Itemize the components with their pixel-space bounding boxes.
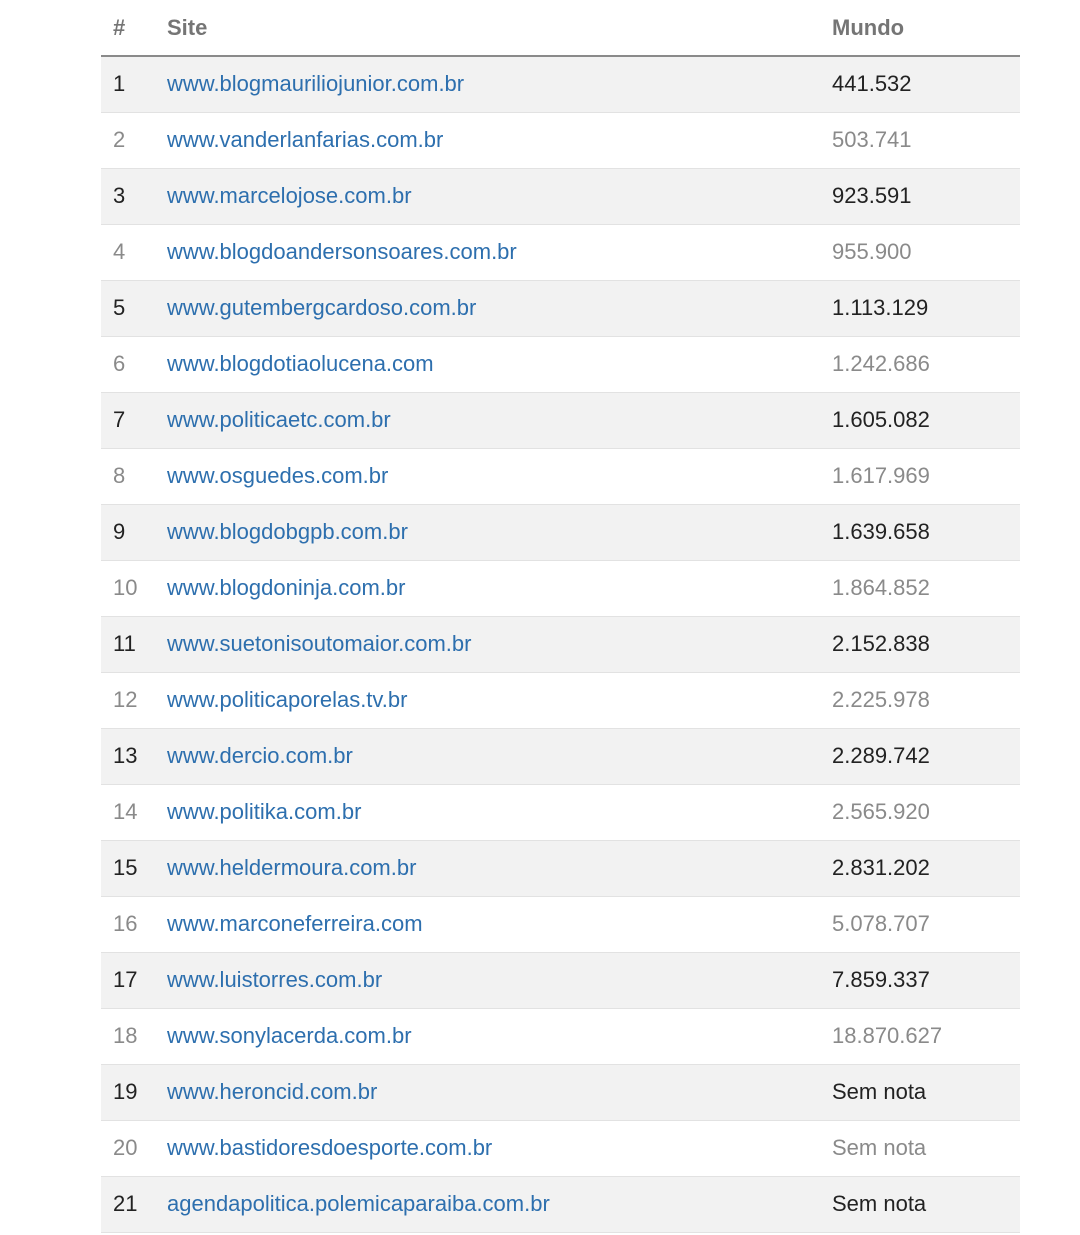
row-world-rank: 2.225.978 <box>832 672 1020 728</box>
table-row <box>101 280 1020 336</box>
row-site-cell <box>167 616 832 672</box>
site-link[interactable]: www.osguedes.com.br <box>167 463 389 488</box>
table-row <box>101 1176 1020 1232</box>
row-rank: 18 <box>101 1008 167 1064</box>
site-link[interactable]: www.dercio.com.br <box>167 743 353 768</box>
site-link[interactable]: www.blogdotiaolucena.com <box>167 351 434 376</box>
row-rank: 13 <box>101 728 167 784</box>
site-link[interactable]: www.politika.com.br <box>167 799 362 824</box>
row-rank: 4 <box>101 224 167 280</box>
table-row <box>101 504 1020 560</box>
table-row <box>101 672 1020 728</box>
row-rank: 10 <box>101 560 167 616</box>
row-rank: 21 <box>101 1176 167 1232</box>
row-world-rank: 2.831.202 <box>832 840 1020 896</box>
table-row <box>101 560 1020 616</box>
row-rank: 6 <box>101 336 167 392</box>
row-site-cell <box>167 392 832 448</box>
site-link[interactable]: www.heroncid.com.br <box>167 1079 378 1104</box>
header-site: Site <box>167 0 832 56</box>
row-world-rank: 1.864.852 <box>832 560 1020 616</box>
row-world-rank: 2.152.838 <box>832 616 1020 672</box>
table-row <box>101 56 1020 112</box>
row-rank: 3 <box>101 168 167 224</box>
row-site-cell <box>167 672 832 728</box>
row-world-rank: 955.900 <box>832 224 1020 280</box>
site-link[interactable]: www.marcelojose.com.br <box>167 183 412 208</box>
row-world-rank: 441.532 <box>832 56 1020 112</box>
row-site-cell <box>167 728 832 784</box>
row-rank: 1 <box>101 56 167 112</box>
table-row <box>101 224 1020 280</box>
site-link[interactable]: www.blogmauriliojunior.com.br <box>167 71 465 97</box>
row-site-cell <box>167 1120 832 1176</box>
row-site-cell <box>167 280 832 336</box>
row-site-cell <box>167 336 832 392</box>
row-site-cell <box>167 448 832 504</box>
row-rank: 9 <box>101 504 167 560</box>
header-row <box>101 0 1020 56</box>
table-row <box>101 728 1020 784</box>
site-link[interactable]: www.blogdobgpb.com.br <box>167 519 408 544</box>
site-link[interactable]: www.politicaporelas.tv.br <box>167 687 408 712</box>
row-rank: 11 <box>101 616 167 672</box>
row-site-cell <box>167 952 832 1008</box>
site-link[interactable]: www.bastidoresdoesporte.com.br <box>167 1135 493 1160</box>
row-site-cell <box>167 1064 832 1120</box>
row-rank: 14 <box>101 784 167 840</box>
site-link[interactable]: www.gutembergcardoso.com.br <box>167 295 477 320</box>
row-site-cell <box>167 560 832 616</box>
table-row <box>101 840 1020 896</box>
row-rank: 5 <box>101 280 167 336</box>
row-site-cell <box>167 56 832 112</box>
row-rank: 20 <box>101 1120 167 1176</box>
row-rank: 2 <box>101 112 167 168</box>
row-world-rank: 503.741 <box>832 112 1020 168</box>
site-link[interactable]: www.heldermoura.com.br <box>167 855 417 880</box>
row-world-rank: 923.591 <box>832 168 1020 224</box>
ranking-table <box>101 0 1020 1233</box>
table-row <box>101 952 1020 1008</box>
site-link[interactable]: www.blogdoninja.com.br <box>167 575 406 600</box>
site-link[interactable]: www.sonylacerda.com.br <box>167 1023 412 1048</box>
row-rank: 15 <box>101 840 167 896</box>
table-row <box>101 336 1020 392</box>
row-rank: 19 <box>101 1064 167 1120</box>
row-rank: 8 <box>101 448 167 504</box>
table-row <box>101 1120 1020 1176</box>
row-world-rank: Sem nota <box>832 1120 1020 1176</box>
row-world-rank: 7.859.337 <box>832 952 1020 1008</box>
header-world: Mundo <box>832 0 1020 56</box>
row-world-rank: 1.242.686 <box>832 336 1020 392</box>
row-rank: 12 <box>101 672 167 728</box>
table-header <box>101 0 1020 56</box>
row-site-cell <box>167 1176 832 1232</box>
row-world-rank: 2.289.742 <box>832 728 1020 784</box>
row-world-rank: Sem nota <box>832 1176 1020 1232</box>
site-link[interactable]: www.marconeferreira.com <box>167 911 423 936</box>
row-world-rank: 1.605.082 <box>832 392 1020 448</box>
row-site-cell <box>167 504 832 560</box>
row-site-cell <box>167 840 832 896</box>
row-world-rank: 1.639.658 <box>832 504 1020 560</box>
table-row <box>101 448 1020 504</box>
site-link[interactable]: www.blogdoandersonsoares.com.br <box>167 239 517 264</box>
row-rank: 16 <box>101 896 167 952</box>
row-world-rank: 5.078.707 <box>832 896 1020 952</box>
table-row <box>101 112 1020 168</box>
site-link[interactable]: www.vanderlanfarias.com.br <box>167 127 444 152</box>
site-link[interactable]: agendapolitica.polemicaparaiba.com.br <box>167 1191 550 1216</box>
table-row <box>101 1008 1020 1064</box>
table-row <box>101 392 1020 448</box>
header-rank: # <box>101 0 167 56</box>
table-row <box>101 168 1020 224</box>
row-world-rank: 1.113.129 <box>832 280 1020 336</box>
row-world-rank: 2.565.920 <box>832 784 1020 840</box>
table-row <box>101 784 1020 840</box>
site-link[interactable]: www.luistorres.com.br <box>167 967 383 992</box>
row-world-rank: 18.870.627 <box>832 1008 1020 1064</box>
row-site-cell <box>167 112 832 168</box>
table-row <box>101 896 1020 952</box>
table-row <box>101 616 1020 672</box>
table-body <box>101 56 1020 1232</box>
row-world-rank: 1.617.969 <box>832 448 1020 504</box>
row-rank: 17 <box>101 952 167 1008</box>
row-site-cell <box>167 168 832 224</box>
site-link[interactable]: www.politicaetc.com.br <box>167 407 391 432</box>
row-world-rank: Sem nota <box>832 1064 1020 1120</box>
row-site-cell <box>167 1008 832 1064</box>
row-site-cell <box>167 784 832 840</box>
site-link[interactable]: www.suetonisoutomaior.com.br <box>167 631 472 656</box>
row-site-cell <box>167 896 832 952</box>
row-rank: 7 <box>101 392 167 448</box>
table-row <box>101 1064 1020 1120</box>
row-site-cell <box>167 224 832 280</box>
